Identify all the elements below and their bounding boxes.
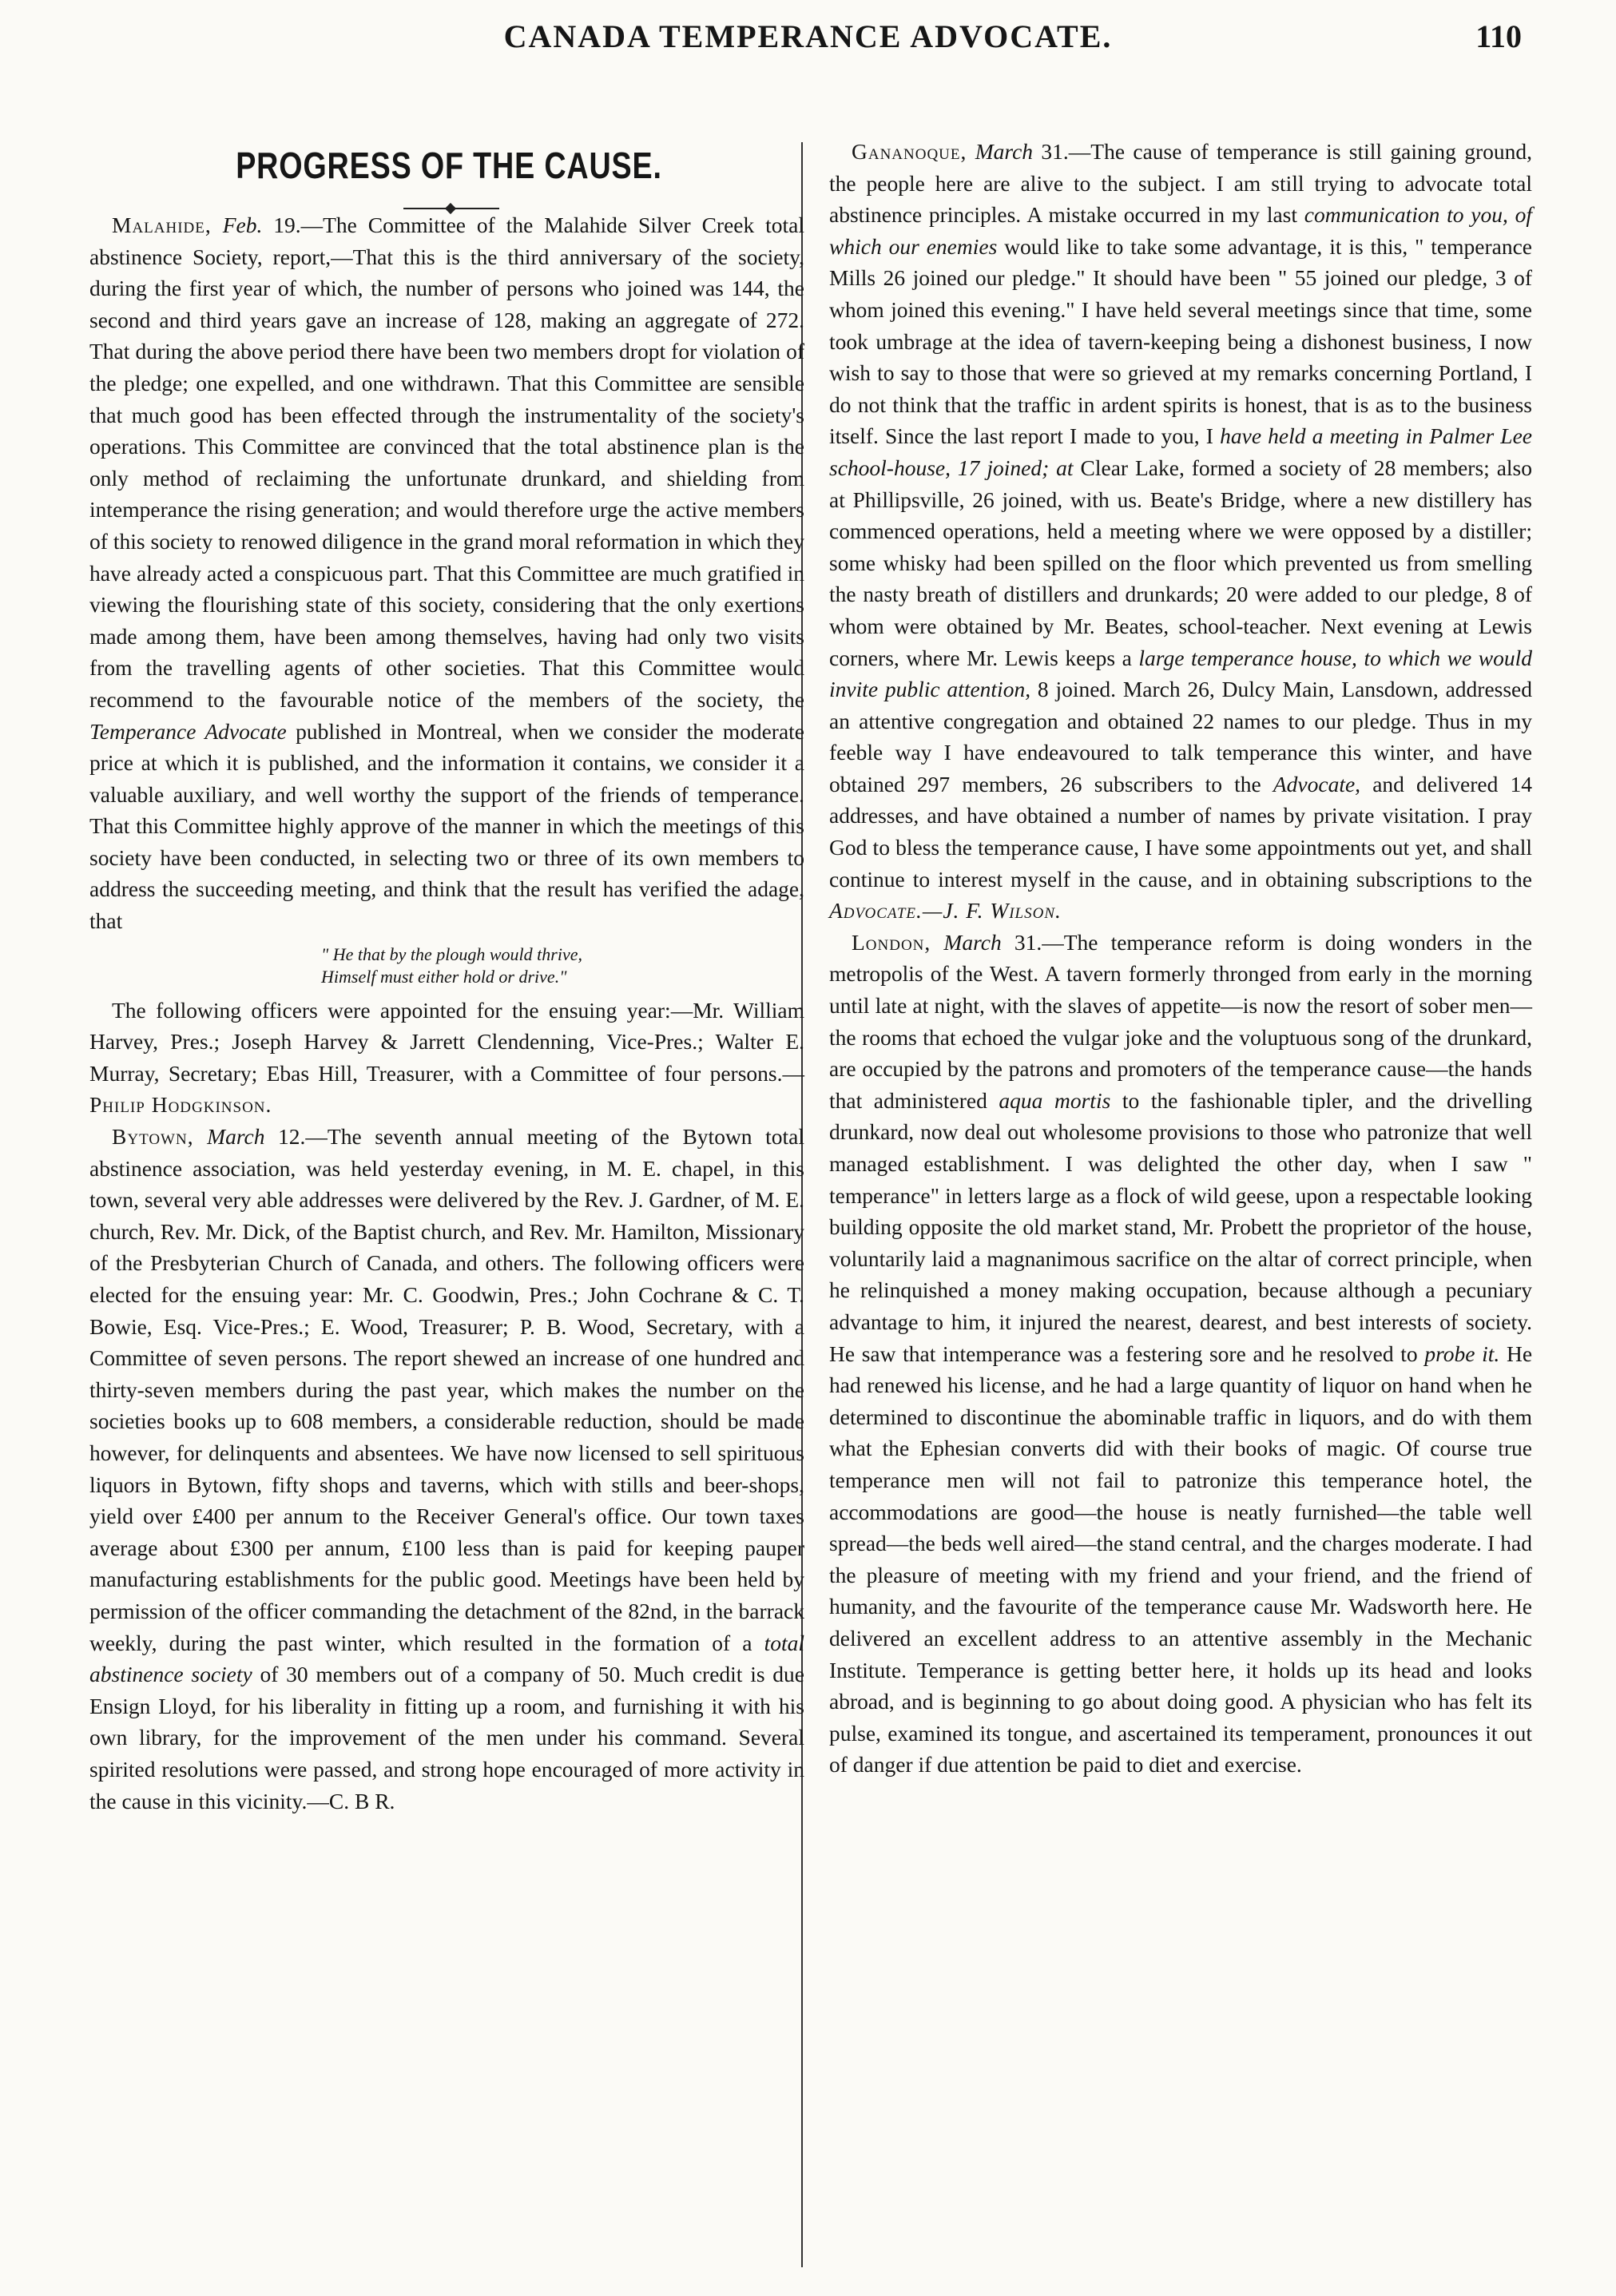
report-text: 8 joined. March 26, Dulcy Main, Lansdown, addressed an attentive congregation and obtained 22 names to our pledge. Thus in my feeble way I have endeavoured to talk temperance this winter, and have obtained 297 members, 26 subscribers to the [829, 677, 1533, 796]
gananoque-report [829, 136, 1532, 927]
report-italic: large temperance house, to which we would invite public attention, [829, 645, 1533, 702]
report-italic: communication to you, of which our enemies [829, 202, 1533, 259]
journal-title: CANADA TEMPERANCE ADVOCATE. [503, 18, 1113, 54]
report-italic: Advocate, [1273, 771, 1361, 796]
report-italic: Temperance Advocate [89, 718, 287, 744]
verse-line: " He that by the plough would thrive, [321, 943, 582, 964]
report-text: and delivered 14 addresses, and have obtained a number of names by private visitation. I pray God to bless the temperance cause, I have some appointments out yet, and shall continue to interest myself in the cause, and in obtaining subscriptions to the [829, 771, 1533, 892]
report-signature: Advocate.—J. F. Wilson. [829, 898, 1062, 924]
report-text: 31.—The temperance reform is doing wonders in the metropolis of the West. A tavern formerly thronged from early in the morning until late at night, with the slaves of appetite—is now the resort of sober men—the rooms that echoed the vulgar joke and the voluptuous song of the drunkard, are occupied by the patrons and promoters of the temperance cause—the hands that administered [829, 929, 1533, 1113]
report-text: The following officers were appointed for the ensuing year:—Mr. William Harvey, Pres.; Joseph Harvey & Jarrett Clendenning, Vice-Pres.; Walter E. Murray, Secretary; Ebas Hill, Treasurer, with a Committee of four persons.— [89, 997, 804, 1086]
malahide-officers [89, 995, 804, 1121]
report-text: to the fashionable tipler, and the drivelling drunkard, now deal out wholesome provisions to those who patronize that well managed establishment. I was delighted the other day, when I saw " temperance" in letters large as a flock of wild geese, upon a respectable looking building opposite the old market stand, Mr. Probett the proprietor of the house, voluntarily laid a magnanimous sacrifice on the altar of correct principle, when he relinquished a money making occupation, because although a pecuniary advantage to him, it injured the nearest, dearest, and best interests of society. He saw that intemperance was a festering sore and he resolved to [829, 1087, 1533, 1366]
section-heading: PROGRESS OF THE CAUSE. [236, 145, 662, 186]
report-text: published in Montreal, when we consider the moderate price at which it is published, and the information it contains, we consider it a valuable auxiliary, and well worthy the support of the friends of temperance. That this Committee highly approve of the manner in which the meetings of this society have been conducted, in selecting two or three of its own members to address the succeeding meeting, and think that the result has verified the adage, that [89, 718, 804, 934]
report-text: 12.—The seventh annual meeting of the Bytown total abstinence association, was held yesterday evening, in M. E. chapel, in this town, several very able addresses were delivered by the Rev. J. Gardner, of M. E. church, Rev. Mr. Dick, of the Baptist church, and Rev. Mr. Hamilton, Missionary of the Presbyterian Church of Canada, and others. The following officers were elected for the ensuing year: Mr. C. Goodwin, Pres.; John Cochrane & C. T. Bowie, Esq. Vice-Pres.; E. Wood, Treasurer; P. B. Wood, Secretary, with a Committee of seven persons. The report shewed an increase of one hundred and thirty-seven members during the past year, which makes the number on the societies books up to 608 members, a considerable reduction, should be made however, for delinquents and absentees. We have now licensed to sell spirituous liquors in Bytown, fifty shops and taverns, which with stills and beer-shops, yield over £400 per annum to the Receiver General's office. Our town taxes average about £300 per annum, £100 less than is paid for keeping pauper manufacturing establishments for the public good. Meetings have been held by permission of the officer commanding the detachment of the 82nd, in the barrack weekly, during the past winter, which resulted in the formation of a [89, 1124, 805, 1655]
report-date: March [975, 139, 1034, 164]
report-text: Clear Lake, formed a society of 28 members; also at Phillipsville, 26 joined, with us. Beate's Bridge, where a new distillery has commenced operations, held a meeting where we were opposed by a distiller; some whisky had been spilled on the floor which prevented us from smelling the nasty breath of distillers and drunkards; 20 were added to our pledge, 8 of whom were obtained by Mr. Beates, school-teacher. Next evening at Lewis corners, where Mr. Lewis keeps a [829, 455, 1533, 670]
report-text: 31.—The cause of temperance is still gaining ground, the people here are alive to the subject. I am still trying to advocate total abstinence principles. A mistake occurred in my last [829, 139, 1533, 228]
malahide-report [89, 209, 804, 937]
verse-quote [321, 943, 804, 988]
report-signature: Philip Hodgkinson. [89, 1092, 272, 1118]
report-italic: total abstinence society [89, 1630, 805, 1687]
report-text: would like to take some advantage, it is this, " temperance Mills 26 joined our pledge." It should have been " 55 joined our pledge, 3 of whom joined this evening." I have held several meetings since that time, some took umbrage at the idea of tavern-keeping being a dishonest business, I now wish to say to those that were so grieved at my remarks concerning Portland, I do not think that the traffic in ardent spirits is honest, that is as to the business itself. Since the last report I made to you, I [829, 233, 1532, 449]
report-italic: have held a meeting in Palmer Lee school-house, 17 joined; at [829, 423, 1533, 480]
report-date: March [207, 1124, 265, 1150]
report-text: He had renewed his license, and he had a large quantity of liquor on hand when he determined to discontinue the abominable traffic in liquors, and do with them what the Ephesian converts did with their books of magic. Of course true temperance men will not fail to patronize this temperance hotel, the accommodations are good—the house is neatly furnished—the table well spread—the beds well aired—the stand central, and the charges moderate. I had the pleasure of meeting with my friend and your friend, and the friend of humanity, and the favourite of the temperance cause Mr. Wadsworth here. He delivered an excellent address to an attentive assembly in the Mechanic Institute. Temperance is getting better here, it holds up its head and looks abroad, and is beginning to go about doing good. A physician who has felt its pulse, examined its tongue, and ascertained its temperament, pronounces it out of danger if due attention be paid to diet and exercise. [829, 1341, 1533, 1778]
page-number: 110 [1475, 18, 1522, 54]
report-text: of 30 members out of a company of 50. Much credit is due Ensign Lloyd, for his liberality in fitting up a room, and furnishing it with his own library, for the improvement of the men under his command. Several spirited resolutions were passed, and strong hope encouraged of more activity in the cause in this vicinity.—C. B R. [89, 1662, 804, 1813]
right-column [829, 136, 1532, 1781]
bytown-report [89, 1121, 804, 1817]
report-italic: probe it. [1424, 1341, 1500, 1366]
report-text: 19.—The Committee of the Malahide Silver Creek total abstinence Society, report,—That this is the third anniversary of the society, during the first year of which, the number of persons who joined was 144, the second and third years gave an increase of 128, making an aggregate of 272. That during the above period there have been two members dropt for violation of the pledge; one expelled, and one withdrawn. That this Committee are sensible that much good has been effected through the instrumentality of the society's operations. This Committee are convinced that the total abstinence plan is the only method of reclaiming the unfortunate drunkard, and shielding from intemperance the rising generation; and would therefore urge the active members of this society to renowed diligence in the grand moral reformation in which they have already acted a conspicuous part. That this Committee are much gratified in viewing the flourishing state of this society, considering that the only exertions made among them, have been among themselves, having had only two visits from the travelling agents of other societies. That this Committee would recommend to the favourable notice of the members of the society, the [89, 213, 805, 712]
report-place: Malahide, [112, 213, 212, 237]
report-place: London, [852, 929, 931, 955]
report-date: March [943, 929, 1002, 955]
left-column [89, 209, 804, 1817]
running-header [0, 18, 1616, 66]
report-place: Gananoque, [852, 139, 967, 164]
report-date: Feb. [222, 213, 263, 237]
london-report [829, 927, 1532, 1781]
report-place: Bytown, [112, 1124, 194, 1150]
report-italic: aqua mortis [999, 1087, 1111, 1113]
verse-line: Himself must either hold or drive." [321, 966, 567, 987]
